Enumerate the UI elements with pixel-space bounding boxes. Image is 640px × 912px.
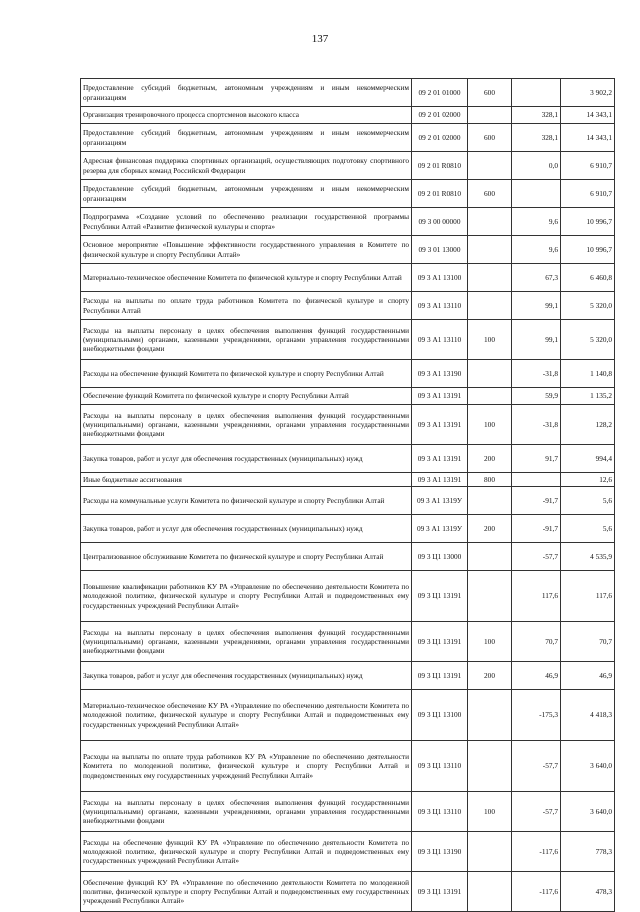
budget-table: [80, 78, 615, 912]
row-expense-type: [468, 741, 512, 792]
row-code: 09 3 Ц1 13191: [412, 622, 468, 662]
row-change: -91,7: [512, 487, 561, 515]
row-total: 6 460,8: [561, 264, 615, 292]
row-expense-type: [468, 236, 512, 264]
row-expense-type: 100: [468, 320, 512, 360]
row-code: 09 3 А1 13100: [412, 264, 468, 292]
row-change: 9,6: [512, 208, 561, 236]
table-row: [81, 320, 615, 360]
row-name: Адресная финансовая поддержка спортивных организаций, осуществляющих подготовку спортивного резерва для сборных команд Российской Федерации: [81, 152, 412, 180]
row-name: Подпрограмма «Создание условий по обеспечению реализации государственной программы Республики Алтай «Развитие физической культуры и спорта»: [81, 208, 412, 236]
table-row: [81, 832, 615, 872]
row-code: 09 3 Ц1 13190: [412, 832, 468, 872]
row-name: Расходы на обеспечение функций КУ РА «Управление по обеспечению деятельности Комитета по молодежной политике, физической культуре и спорту Республики Алтай и подведомственных ему государственных учреждений Республики Алтай»: [81, 832, 412, 872]
row-total: 5,6: [561, 515, 615, 543]
table-row: [81, 107, 615, 124]
table-row: [81, 473, 615, 487]
row-change: [512, 180, 561, 208]
row-change: 328,1: [512, 124, 561, 152]
row-name: Предоставление субсидий бюджетным, автономным учреждениям и иным некоммерческим организациям: [81, 124, 412, 152]
row-expense-type: [468, 360, 512, 388]
row-change: -175,3: [512, 690, 561, 741]
row-code: 09 3 А1 13191: [412, 445, 468, 473]
row-change: -57,7: [512, 741, 561, 792]
row-change: -117,6: [512, 832, 561, 872]
row-code: 09 3 А1 13190: [412, 360, 468, 388]
table-row: [81, 79, 615, 107]
row-name: Предоставление субсидий бюджетным, автономным учреждениям и иным некоммерческим организациям: [81, 180, 412, 208]
row-change: 67,3: [512, 264, 561, 292]
row-total: 5 320,0: [561, 320, 615, 360]
row-total: 46,9: [561, 662, 615, 690]
row-name: Обеспечение функций КУ РА «Управление по обеспечению деятельности Комитета по молодежной политике, физической культуре и спорту Республики Алтай и подведомственных ему государственных учреждений Республики Алтай»: [81, 872, 412, 912]
row-code: 09 3 А1 13191: [412, 388, 468, 405]
row-total: 3 902,2: [561, 79, 615, 107]
row-change: -91,7: [512, 515, 561, 543]
row-change: 0,0: [512, 152, 561, 180]
row-change: 9,6: [512, 236, 561, 264]
row-change: 99,1: [512, 320, 561, 360]
row-change: 70,7: [512, 622, 561, 662]
row-expense-type: [468, 872, 512, 912]
row-code: 09 3 А1 1319У: [412, 515, 468, 543]
row-expense-type: [468, 208, 512, 236]
row-name: Расходы на выплаты персоналу в целях обеспечения выполнения функций государственными (муниципальными) органами, казенными учреждениями, органами управления государственными внебюджетными фондами: [81, 792, 412, 832]
row-code: 09 3 Ц1 13110: [412, 792, 468, 832]
table-row: [81, 405, 615, 445]
row-code: 09 2 01 02000: [412, 107, 468, 124]
row-expense-type: 800: [468, 473, 512, 487]
row-change: 117,6: [512, 571, 561, 622]
row-name: Расходы на выплаты персоналу в целях обеспечения выполнения функций государственными (муниципальными) органами, казенными учреждениями, органами управления государственными внебюджетными фондами: [81, 320, 412, 360]
row-total: 994,4: [561, 445, 615, 473]
row-total: 12,6: [561, 473, 615, 487]
table-row: [81, 872, 615, 912]
row-total: 6 910,7: [561, 180, 615, 208]
row-change: 99,1: [512, 292, 561, 320]
row-change: -31,8: [512, 405, 561, 445]
row-change: 91,7: [512, 445, 561, 473]
row-name: Основное мероприятие «Повышение эффективности государственного управления в Комитете по физической культуре и спорту Республики Алтай»: [81, 236, 412, 264]
row-code: 09 3 А1 1319У: [412, 487, 468, 515]
row-expense-type: [468, 292, 512, 320]
row-change: 328,1: [512, 107, 561, 124]
row-expense-type: [468, 388, 512, 405]
row-expense-type: [468, 152, 512, 180]
row-expense-type: 100: [468, 622, 512, 662]
row-change: 46,9: [512, 662, 561, 690]
row-code: 09 2 01 01000: [412, 79, 468, 107]
row-name: Расходы на коммунальные услуги Комитета по физической культуре и спорту Республики Алтай: [81, 487, 412, 515]
row-name: Расходы на выплаты персоналу в целях обеспечения выполнения функций государственными (муниципальными) органами, казенными учреждениями, органами управления государственными внебюджетными фондами: [81, 622, 412, 662]
row-change: -57,7: [512, 543, 561, 571]
row-expense-type: 200: [468, 515, 512, 543]
row-name: Повышение квалификации работников КУ РА «Управление по обеспечению деятельности Комитета по молодежной политике, физической культуре и спорту Республики Алтай и подведомственных ему государственных учреждений Республики Алтай»: [81, 571, 412, 622]
row-change: [512, 79, 561, 107]
row-name: Расходы на выплаты по оплате труда работников КУ РА «Управление по обеспечению деятельности Комитета по молодежной политике, физической культуре и спорту Республики Алтай и подведомственных ему государственных учреждений Республики Алтай»: [81, 741, 412, 792]
row-name: Обеспечение функций Комитета по физической культуре и спорту Республики Алтай: [81, 388, 412, 405]
row-code: 09 2 01 R0810: [412, 152, 468, 180]
row-change: -31,8: [512, 360, 561, 388]
row-total: 4 418,3: [561, 690, 615, 741]
table-row: [81, 543, 615, 571]
row-total: 778,3: [561, 832, 615, 872]
row-change: 59,9: [512, 388, 561, 405]
row-change: [512, 473, 561, 487]
table-row: [81, 360, 615, 388]
row-name: Материально-техническое обеспечение Комитета по физической культуре и спорту Республики Алтай: [81, 264, 412, 292]
row-code: 09 3 А1 13191: [412, 473, 468, 487]
row-total: 478,3: [561, 872, 615, 912]
row-total: 117,6: [561, 571, 615, 622]
row-expense-type: 600: [468, 180, 512, 208]
row-total: 70,7: [561, 622, 615, 662]
row-name: Материально-техническое обеспечение КУ РА «Управление по обеспечению деятельности Комитета по молодежной политике, физической культуре и спорту Республики Алтай и подведомственных ему государственных учреждений Республики Алтай»: [81, 690, 412, 741]
row-name: Расходы на обеспечение функций Комитета по физической культуре и спорту Республики Алтай: [81, 360, 412, 388]
row-code: 09 2 01 R0810: [412, 180, 468, 208]
row-total: 10 996,7: [561, 208, 615, 236]
table-row: [81, 792, 615, 832]
row-expense-type: 600: [468, 79, 512, 107]
budget-table-body: [81, 79, 615, 912]
row-expense-type: [468, 543, 512, 571]
row-name: Организация тренировочного процесса спортсменов высокого класса: [81, 107, 412, 124]
row-name: Закупка товаров, работ и услуг для обеспечения государственных (муниципальных) нужд: [81, 662, 412, 690]
row-expense-type: [468, 690, 512, 741]
table-row: [81, 388, 615, 405]
row-total: 5,6: [561, 487, 615, 515]
table-row: [81, 180, 615, 208]
row-name: Предоставление субсидий бюджетным, автономным учреждениям и иным некоммерческим организациям: [81, 79, 412, 107]
table-row: [81, 622, 615, 662]
row-expense-type: 100: [468, 792, 512, 832]
table-row: [81, 741, 615, 792]
row-total: 1 140,8: [561, 360, 615, 388]
table-row: [81, 487, 615, 515]
row-change: -117,6: [512, 872, 561, 912]
row-total: 14 343,1: [561, 107, 615, 124]
row-code: 09 3 Ц1 13191: [412, 571, 468, 622]
row-code: 09 3 Ц1 13000: [412, 543, 468, 571]
row-name: Иные бюджетные ассигнования: [81, 473, 412, 487]
row-expense-type: 600: [468, 124, 512, 152]
row-code: 09 3 А1 13110: [412, 320, 468, 360]
table-row: [81, 662, 615, 690]
row-total: 1 135,2: [561, 388, 615, 405]
row-code: 09 2 01 02000: [412, 124, 468, 152]
table-row: [81, 515, 615, 543]
row-total: 6 910,7: [561, 152, 615, 180]
row-total: 3 640,0: [561, 741, 615, 792]
table-row: [81, 445, 615, 473]
row-name: Закупка товаров, работ и услуг для обеспечения государственных (муниципальных) нужд: [81, 445, 412, 473]
row-name: Закупка товаров, работ и услуг для обеспечения государственных (муниципальных) нужд: [81, 515, 412, 543]
table-row: [81, 236, 615, 264]
row-expense-type: [468, 107, 512, 124]
row-total: 4 535,9: [561, 543, 615, 571]
row-expense-type: [468, 571, 512, 622]
row-expense-type: [468, 487, 512, 515]
row-change: -57,7: [512, 792, 561, 832]
row-code: 09 3 Ц1 13191: [412, 662, 468, 690]
row-total: 128,2: [561, 405, 615, 445]
row-code: 09 3 Ц1 13191: [412, 872, 468, 912]
row-total: 5 320,0: [561, 292, 615, 320]
table-row: [81, 264, 615, 292]
row-code: 09 3 Ц1 13110: [412, 741, 468, 792]
table-row: [81, 690, 615, 741]
table-row: [81, 208, 615, 236]
row-expense-type: 200: [468, 445, 512, 473]
table-row: [81, 152, 615, 180]
table-row: [81, 292, 615, 320]
page-number: 137: [311, 33, 329, 45]
row-expense-type: 100: [468, 405, 512, 445]
row-total: 14 343,1: [561, 124, 615, 152]
row-total: 3 640,0: [561, 792, 615, 832]
row-name: Расходы на выплаты персоналу в целях обеспечения выполнения функций государственными (муниципальными) органами, казенными учреждениями, органами управления государственными внебюджетными фондами: [81, 405, 412, 445]
row-name: Централизованное обслуживание Комитета по физической культуре и спорту Республики Алтай: [81, 543, 412, 571]
row-expense-type: [468, 832, 512, 872]
table-row: [81, 124, 615, 152]
row-total: 10 996,7: [561, 236, 615, 264]
row-code: 09 3 А1 13110: [412, 292, 468, 320]
row-code: 09 3 А1 13191: [412, 405, 468, 445]
row-code: 09 3 Ц1 13100: [412, 690, 468, 741]
row-name: Расходы на выплаты по оплате труда работников Комитета по физической культуре и спорту Республики Алтай: [81, 292, 412, 320]
table-row: [81, 571, 615, 622]
row-code: 09 3 00 00000: [412, 208, 468, 236]
row-code: 09 3 01 13000: [412, 236, 468, 264]
row-expense-type: 200: [468, 662, 512, 690]
row-expense-type: [468, 264, 512, 292]
